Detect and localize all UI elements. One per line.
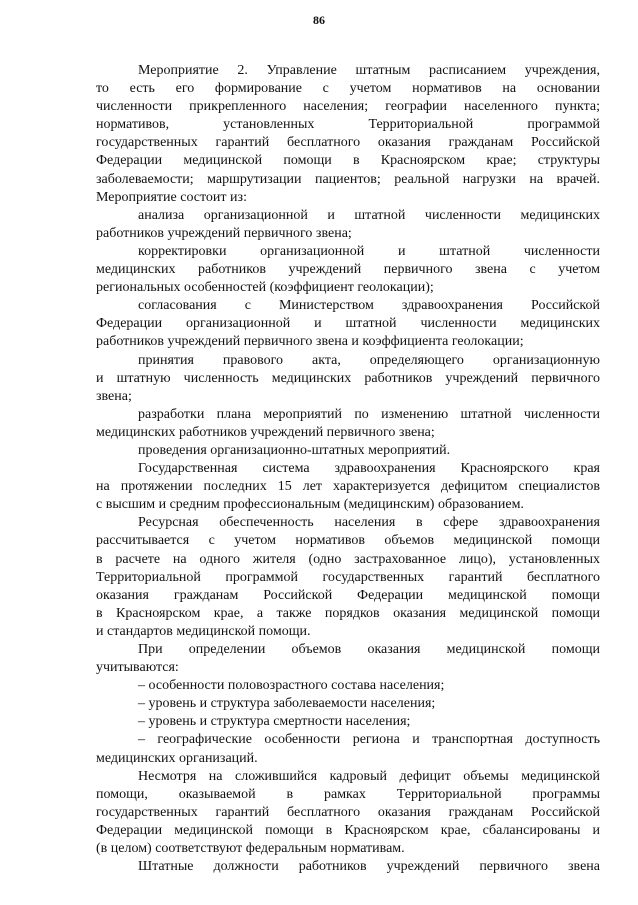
text-line: работников учреждений первичного звена; — [96, 225, 352, 241]
text-line: согласования с Министерством здравоохранения Российской — [138, 298, 600, 314]
text-line: медицинских организаций. — [96, 750, 258, 766]
text-line: разработки плана мероприятий по изменению штатной численности — [138, 406, 600, 422]
text-line: Территориальной программой государственных гарантий бесплатного — [96, 569, 600, 585]
text-line: проведения организационно-штатных мероприятий. — [138, 442, 451, 458]
text-line: с высшим и средним профессиональным (медицинским) образованием. — [96, 497, 524, 513]
text-line: Ресурсная обеспеченность населения в сфере здравоохранения — [138, 515, 600, 531]
text-line: оказания гражданам Российской Федерации медицинской помощи — [96, 587, 600, 603]
text-line: государственных гарантий бесплатного оказания гражданам Российской — [96, 804, 600, 820]
text-line: учитываются: — [96, 660, 179, 676]
text-line: заболеваемости; маршрутизации пациентов; реальной нагрузки на врачей. — [96, 171, 600, 187]
text-line: – уровень и структура заболеваемости населения; — [138, 696, 436, 712]
text-line: и штатную численность медицинских работников учреждений первичного — [96, 370, 600, 386]
text-line: Мероприятие 2. Управление штатным расписанием учреждения, — [138, 63, 600, 78]
text-line: помощи, оказываемой в рамках Территориальной программы — [96, 786, 600, 802]
text-line: Штатные должности работников учреждений первичного звена — [138, 859, 600, 875]
text-line: нормативов, установленных Территориальной программой — [96, 117, 600, 133]
body-text — [96, 62, 600, 876]
text-line: Мероприятие состоит из: — [96, 189, 247, 205]
text-line: звена; — [96, 388, 132, 404]
text-line: корректировки организационной и штатной численности — [138, 243, 600, 259]
text-line: Федерации организационной и штатной численности медицинских — [96, 316, 600, 332]
text-line: Государственная система здравоохранения Красноярского края — [138, 461, 600, 477]
text-line: рассчитывается с учетом нормативов объемов медицинской помощи — [96, 533, 600, 549]
text-line: на протяжении последних 15 лет характеризуется дефицитом специалистов — [96, 479, 600, 495]
text-line: медицинских работников учреждений первичного звена с учетом — [96, 262, 600, 278]
text-line: региональных особенностей (коэффициент геолокации); — [96, 280, 434, 296]
page-number: 86 — [313, 13, 325, 27]
text-line: – уровень и структура смертности населения; — [138, 714, 411, 730]
text-line: медицинских работников учреждений первичного звена; — [96, 424, 435, 440]
text-line: Несмотря на сложившийся кадровый дефицит объемы медицинской — [138, 768, 600, 784]
text-line: то есть его формирование с учетом нормативов на основании — [96, 81, 600, 97]
text-line: анализа организационной и штатной численности медицинских — [138, 207, 600, 223]
text-line: Федерации медицинской помощи в Красноярском крае; структуры — [96, 153, 600, 169]
text-line: принятия правового акта, определяющего организационную — [138, 352, 600, 368]
text-line: работников учреждений первичного звена и коэффициента геолокации; — [96, 334, 524, 350]
text-line: и стандартов медицинской помощи. — [96, 623, 311, 639]
text-line: – особенности половозрастного состава населения; — [138, 678, 445, 694]
text-line: – географические особенности региона и транспортная доступность — [138, 732, 600, 748]
text-line: в Красноярском крае, а также порядков оказания медицинской помощи — [96, 605, 600, 621]
text-line: При определении объемов оказания медицинской помощи — [138, 642, 600, 657]
text-line: Федерации медицинской помощи в Красноярском крае, сбалансированы и — [96, 822, 600, 838]
text-line: численности прикрепленного населения; географии населенного пункта; — [96, 99, 600, 115]
text-line: (в целом) соответствуют федеральным нормативам. — [96, 841, 405, 857]
text-line: государственных гарантий бесплатного оказания гражданам Российской — [96, 135, 600, 151]
text-line: в расчете на одного жителя (одно застрахованное лицо), установленных — [96, 551, 600, 567]
